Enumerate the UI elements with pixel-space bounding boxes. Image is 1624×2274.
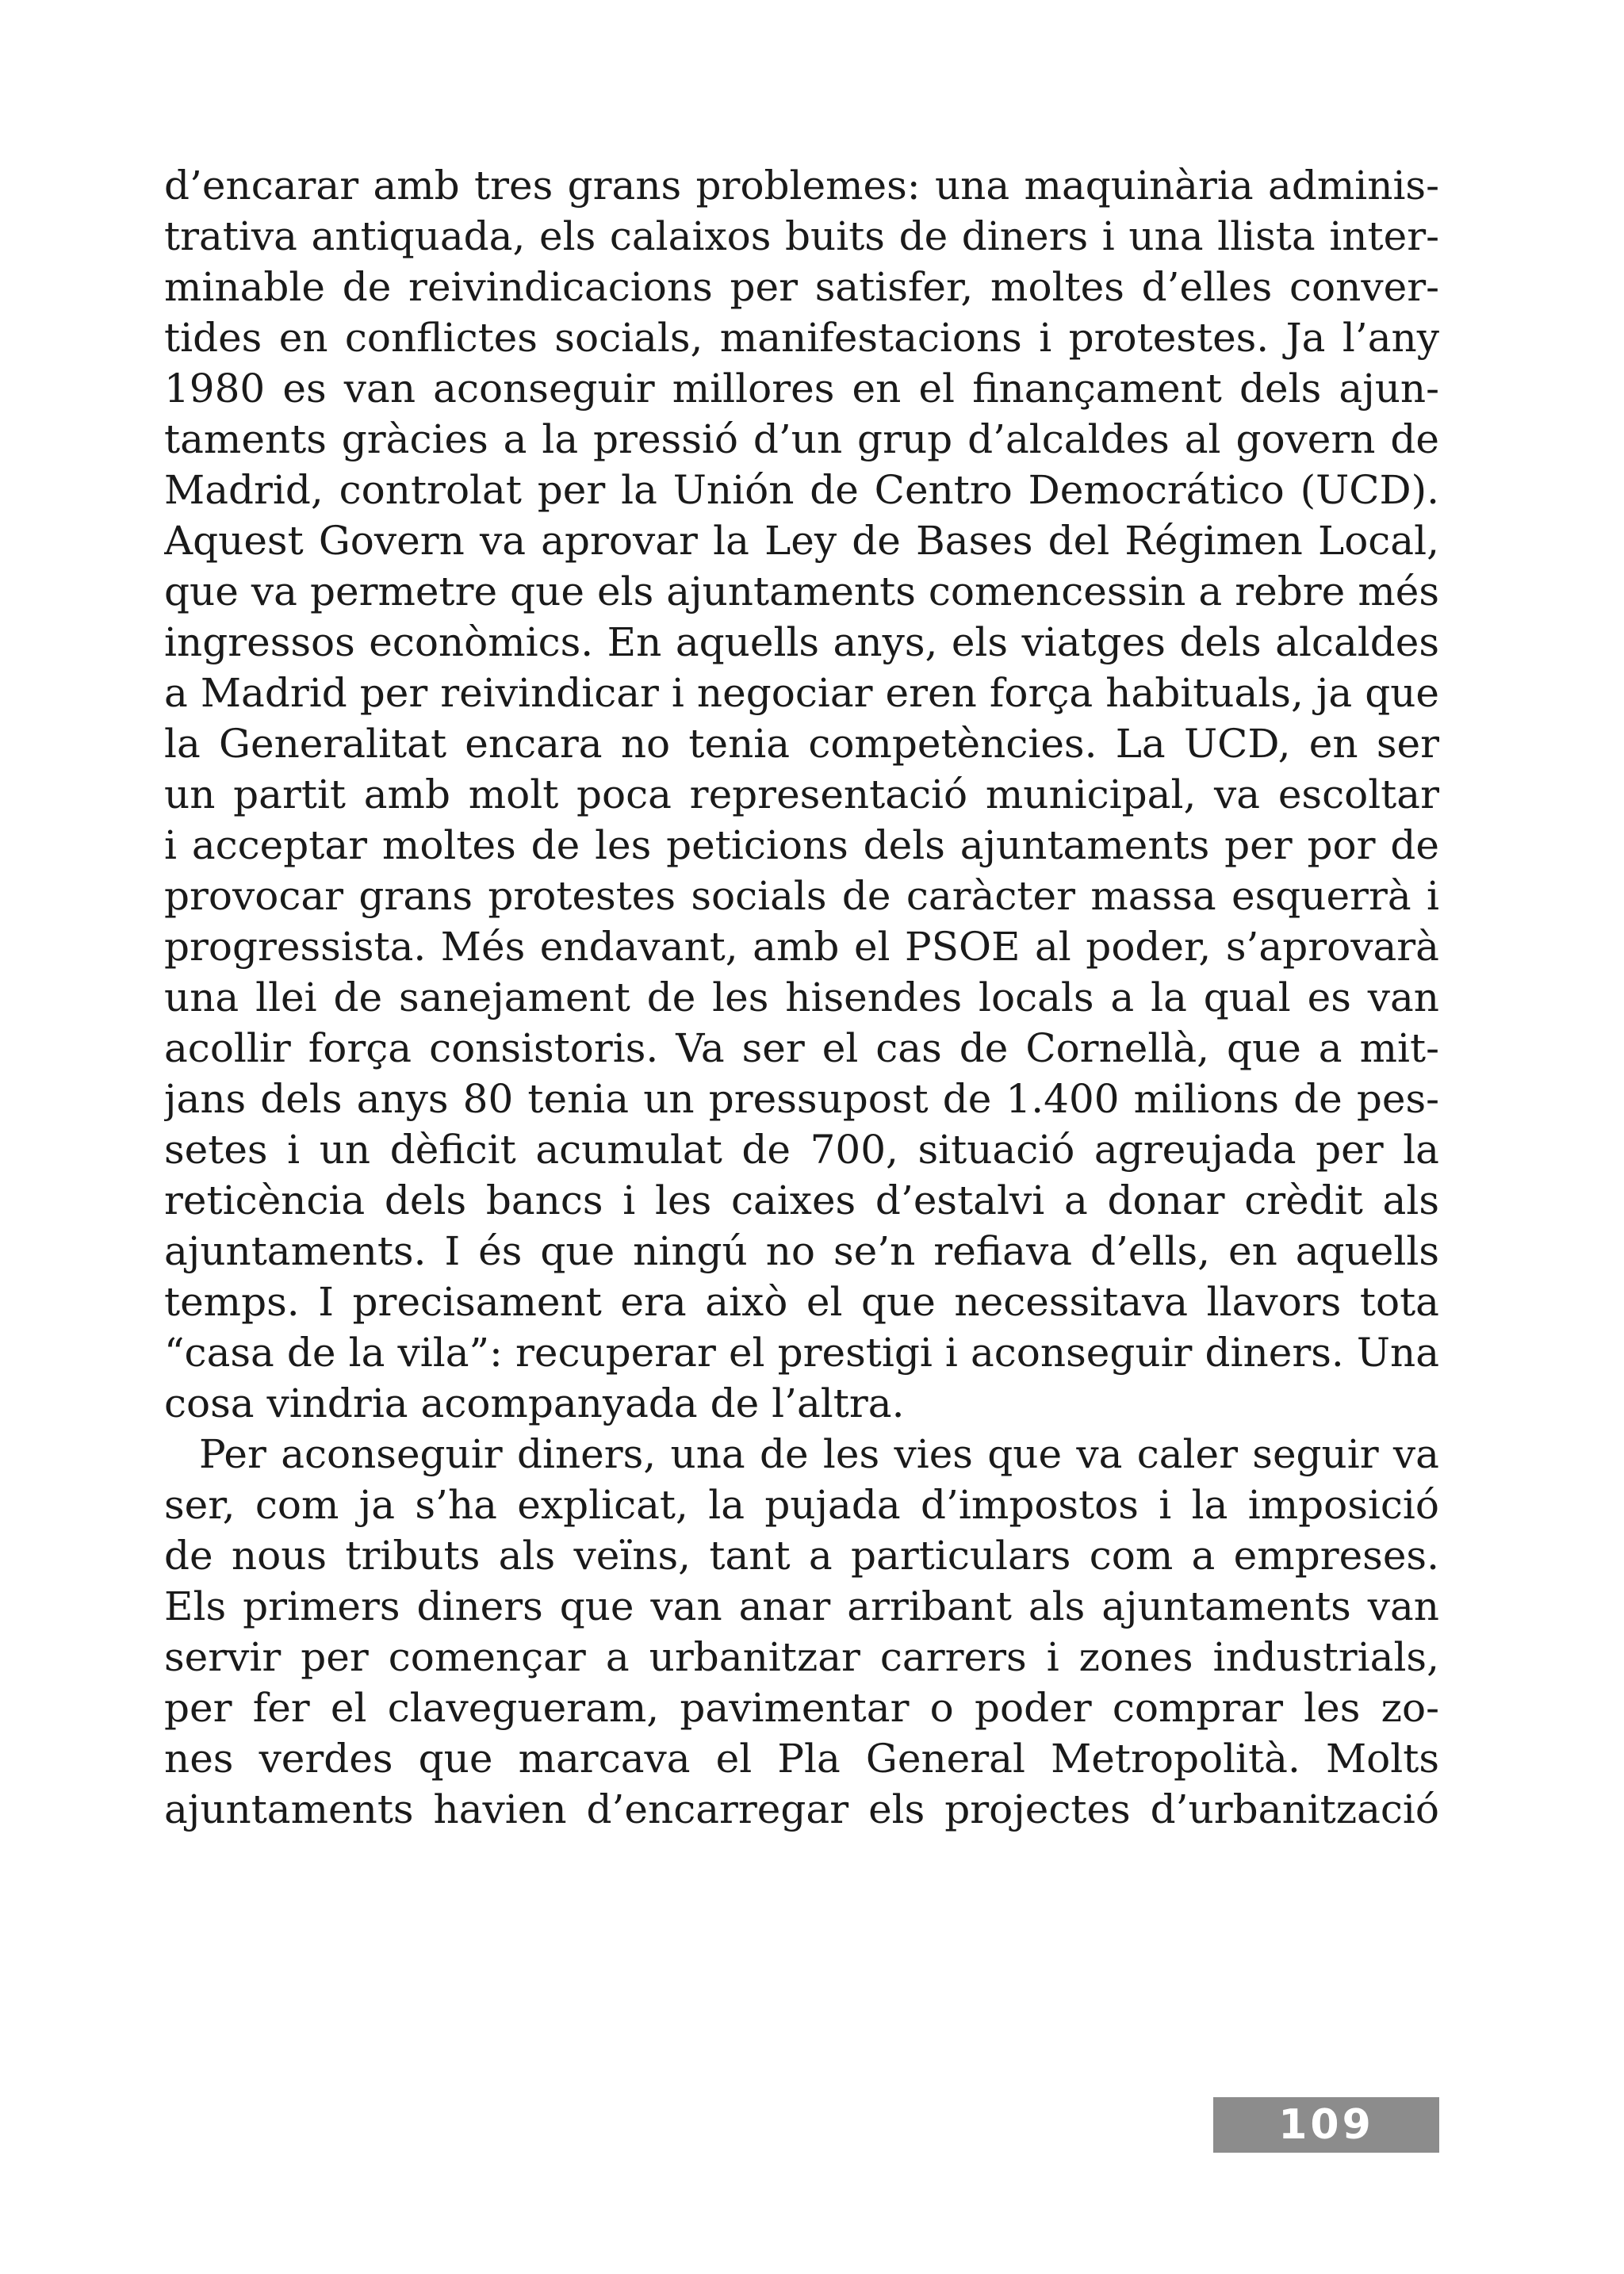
- text-line: taments gràcies a la pressió d’un grup d’alcaldes al govern de: [164, 416, 1439, 462]
- text-line: ingressos econòmics. En aquells anys, els viatges dels alcaldes: [164, 619, 1439, 665]
- text-line: “casa de la vila”: recuperar el prestigi i aconseguir diners. Una: [164, 1330, 1439, 1376]
- paragraph-end-line: cosa vindria acompanyada de l’altra.: [164, 1380, 905, 1426]
- text-line: ser, com ja s’ha explicat, la pujada d’impostos i la imposició: [164, 1482, 1439, 1528]
- text-line: que va permetre que els ajuntaments comencessin a rebre més: [164, 568, 1439, 614]
- text-line: Els primers diners que van anar arribant als ajuntaments van: [164, 1583, 1439, 1629]
- text-line: d’encarar amb tres grans problemes: una maquinària adminis-: [164, 163, 1439, 209]
- text-line: Madrid, controlat per la Unión de Centro Democrático (UCD).: [164, 467, 1439, 513]
- text-line: ajuntaments havien d’encarregar els projectes d’urbanització: [164, 1786, 1439, 1832]
- text-line: a Madrid per reivindicar i negociar eren força habituals, ja que: [164, 670, 1439, 716]
- text-line: minable de reivindicacions per satisfer, moltes d’elles conver-: [164, 264, 1439, 310]
- text-line: trativa antiquada, els calaixos buits de diners i una llista inter-: [164, 213, 1439, 259]
- text-line: la Generalitat encara no tenia competències. La UCD, en ser: [164, 721, 1439, 767]
- text-line: acollir força consistoris. Va ser el cas de Cornellà, que a mit-: [164, 1025, 1439, 1071]
- text-line: reticència dels bancs i les caixes d’estalvi a donar crèdit als: [164, 1177, 1439, 1223]
- text-line: de nous tributs als veïns, tant a particulars com a empreses.: [164, 1533, 1439, 1579]
- body-text: [164, 160, 1439, 1835]
- text-line: i acceptar moltes de les peticions dels ajuntaments per por de: [164, 822, 1439, 868]
- paragraph-start-line: Per aconseguir diners, una de les vies que va caler seguir va: [199, 1431, 1439, 1477]
- text-line: setes i un dèficit acumulat de 700, situació agreujada per la: [164, 1127, 1439, 1173]
- text-line: tides en conflictes socials, manifestacions i protestes. Ja l’any: [164, 315, 1439, 361]
- text-line: progressista. Més endavant, amb el PSOE al poder, s’aprovarà: [164, 924, 1439, 970]
- text-line: jans dels anys 80 tenia un pressupost de 1.400 milions de pes-: [164, 1076, 1439, 1122]
- text-line: temps. I precisament era això el que necessitava llavors tota: [164, 1279, 1439, 1325]
- page-number: 109: [1213, 2097, 1439, 2153]
- text-line: provocar grans protestes socials de caràcter massa esquerrà i: [164, 873, 1439, 919]
- text-line: 1980 es van aconseguir millores en el finançament dels ajun-: [164, 366, 1439, 412]
- text-line: ajuntaments. I és que ningú no se’n refiava d’ells, en aquells: [164, 1228, 1439, 1274]
- text-line: servir per començar a urbanitzar carrers i zones industrials,: [164, 1634, 1439, 1680]
- text-line: Aquest Govern va aprovar la Ley de Bases del Régimen Local,: [164, 518, 1439, 564]
- text-line: per fer el clavegueram, pavimentar o poder comprar les zo-: [164, 1685, 1439, 1731]
- text-line: un partit amb molt poca representació municipal, va escoltar: [164, 771, 1439, 817]
- text-line: una llei de sanejament de les hisendes locals a la qual es van: [164, 974, 1439, 1020]
- text-line: nes verdes que marcava el Pla General Metropolità. Molts: [164, 1736, 1439, 1782]
